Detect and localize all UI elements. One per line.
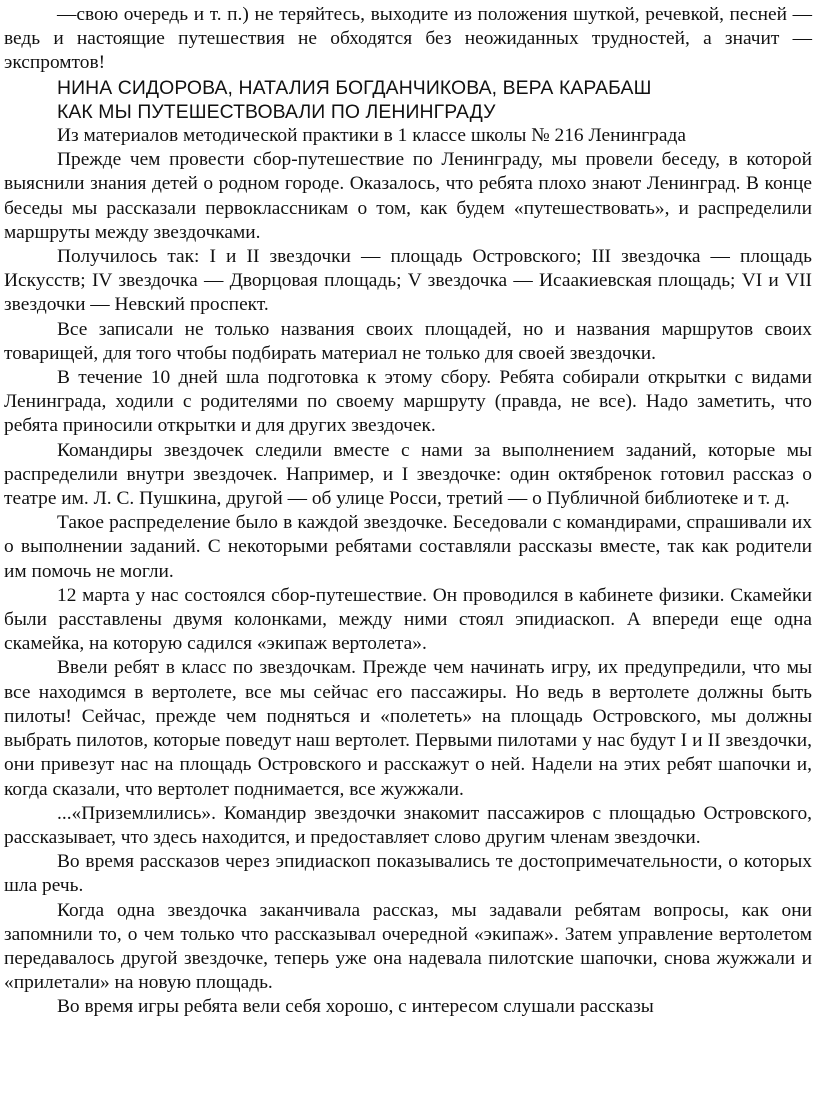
paragraph: Во время игры ребята вели себя хорошо, с интересом слушали рассказы	[57, 996, 654, 1018]
paragraph: Получилось так: I и II звездочки — площадь Островского; III звездочка — площадь Искусств; IV звездочка — Дворцовая площадь; V звездочка — Исаакиевская площадь; VI и VII звездочки — Невский проспект.	[4, 246, 812, 316]
article-title: КАК МЫ ПУТЕШЕСТВОВАЛИ ПО ЛЕНИНГРАДУ	[57, 100, 496, 123]
article-source: Из материалов методической практики в 1 классе школы № 216 Ленинграда	[57, 125, 686, 147]
paragraph: Прежде чем провести сбор-путешествие по Ленинграду, мы провели беседу, в которой выяснили знания детей о родном городе. Оказалось, что ребята плохо знают Ленинград. В конце беседы мы рассказали первоклассникам о том, как будем «путешествовать», и распределили маршруты между звездочками.	[4, 149, 812, 243]
paragraph: Все записали не только названия своих площадей, но и названия маршрутов своих товарищей, для того чтобы подбирать материал не только для своей звездочки.	[4, 318, 812, 364]
paragraph: ...«Приземлились». Командир звездочки знакомит пассажиров с площадью Островского, рассказывает, что здесь находится, и предоставляет слово другим членам звездочки.	[4, 802, 812, 848]
paragraph: Когда одна звездочка заканчивала рассказ, мы задавали ребятам вопросы, как они запомнили то, о чем только что рассказывал очередной «экипаж». Затем управление вертолетом передавалось другой звездочке, теперь уже она надевала пилотские шапочки, снова жужжали и «прилетали» на новую площадь.	[4, 899, 812, 994]
intro-paragraph: —свою очередь и т. п.) не теряйтесь, выходите из положения шуткой, речевкой, песней — ведь и настоящие путешествия не обходятся без неожиданных трудностей, а значит — экспромтов!	[4, 4, 812, 74]
paragraph: Командиры звездочек следили вместе с нами за выполнением заданий, которые мы распределили внутри звездочек. Например, и I звездочке: один октябренок готовил рассказ о театре им. Л. С. Пушкина, другой — об улице Росси, третий — о Публичной библиотеке и т. д.	[4, 439, 812, 510]
article-authors: НИНА СИДОРОВА, НАТАЛИЯ БОГДАНЧИКОВА, ВЕРА КАРАБАШ	[57, 76, 652, 99]
paragraph: 12 марта у нас состоялся сбор-путешествие. Он проводился в кабинете физики. Скамейки были расставлены двумя колонками, между ними стоял эпидиаскоп. А впереди еще одна скамейка, на которую садился «экипаж вертолета».	[4, 584, 812, 655]
paragraph: Ввели ребят в класс по звездочкам. Прежде чем начинать игру, их предупредили, что мы все находимся в вертолете, все мы сейчас его пассажиры. Но ведь в вертолете должны быть пилоты! Сейчас, прежде чем подняться и «полететь» на площадь Островского, мы должны выбрать пилотов, которые поведут наш вертолет. Первыми пилотами у нас будут I и II звездочки, они привезут нас на площадь Островского и расскажут о ней. Надели на этих ребят шапочки и, когда сказали, что вертолет поднимается, все жужжали.	[4, 657, 812, 800]
paragraph: Такое распределение было в каждой звездочке. Беседовали с командирами, спрашивали их о выполнении заданий. С некоторыми ребятами составляли рассказы вместе, так как родители им помочь не могли.	[4, 512, 812, 582]
paragraph: Во время рассказов через эпидиаскоп показывались те достопримечательности, о которых шла речь.	[4, 851, 812, 897]
paragraph: В течение 10 дней шла подготовка к этому сбору. Ребята собирали открытки с видами Ленинграда, ходили с родителями по своему маршруту (правда, не все). Надо заметить, что ребята приносили открытки и для других звездочек.	[4, 367, 812, 437]
